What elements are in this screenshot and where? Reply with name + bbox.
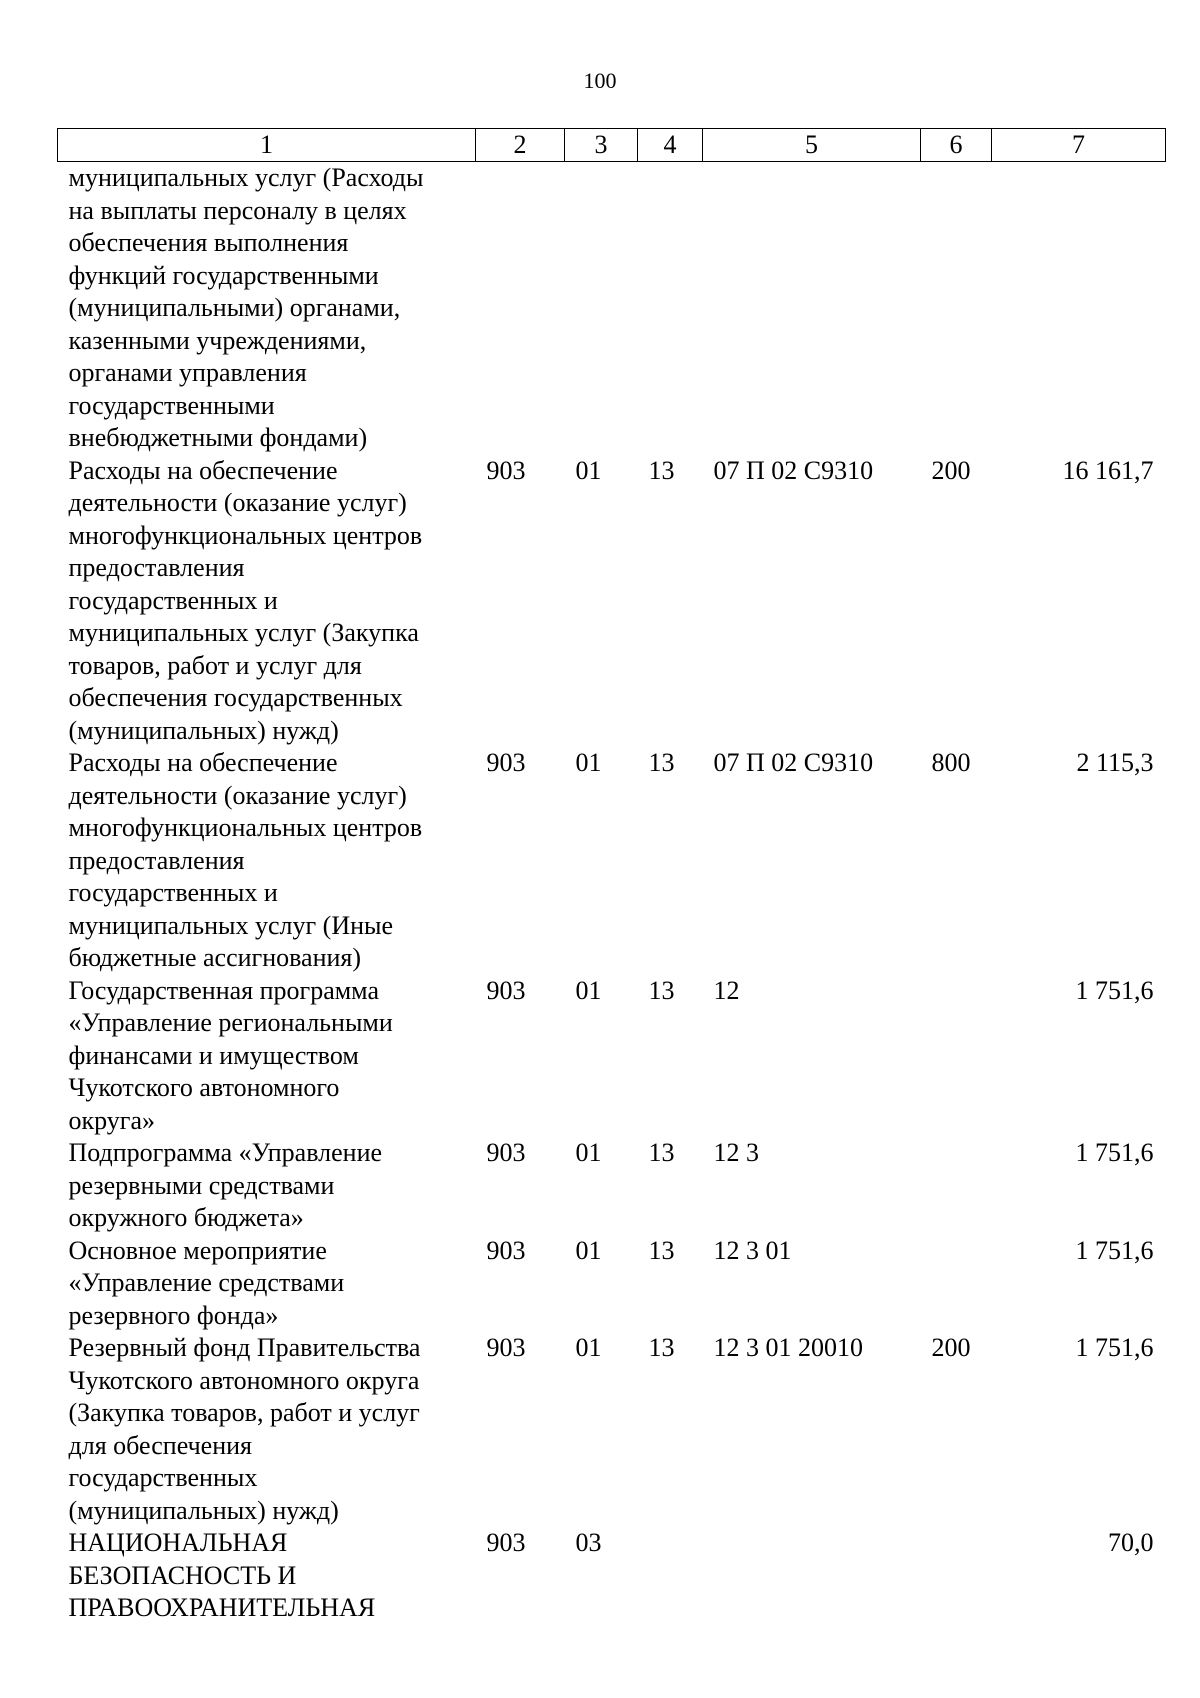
row-amount: 1 751,6 bbox=[1075, 975, 1154, 1005]
row-subsection: 13 bbox=[648, 1138, 675, 1167]
row-expense-type: 200 bbox=[931, 1333, 971, 1362]
row-expense-type: 800 bbox=[931, 748, 971, 777]
row-expense-type bbox=[921, 1527, 992, 1625]
header-col-5: 5 bbox=[703, 129, 921, 162]
row-subsection: 13 bbox=[648, 975, 675, 1005]
row-amount: 2 115,3 bbox=[1076, 748, 1154, 777]
row-expense-type bbox=[921, 162, 992, 455]
row-ministry: 903 bbox=[486, 1235, 526, 1265]
row-expense-type bbox=[921, 1137, 992, 1235]
header-col-6: 6 bbox=[921, 129, 992, 162]
header-col-3: 3 bbox=[565, 129, 638, 162]
header-col-4: 4 bbox=[638, 129, 703, 162]
row-subsection: 13 bbox=[648, 455, 675, 485]
table-body bbox=[58, 162, 1166, 1625]
row-expense-type bbox=[921, 975, 992, 1138]
row-subsection bbox=[638, 1527, 703, 1625]
row-subsection bbox=[638, 162, 703, 455]
row-section: 01 bbox=[575, 455, 602, 485]
row-ministry: 903 bbox=[486, 975, 526, 1005]
row-section: 01 bbox=[575, 748, 602, 777]
page-number: 100 bbox=[583, 68, 617, 93]
row-ministry bbox=[476, 162, 565, 455]
row-subsection: 13 bbox=[648, 748, 675, 777]
row-target: 12 bbox=[713, 975, 740, 1005]
row-ministry: 903 bbox=[486, 455, 526, 485]
table-row bbox=[58, 747, 1166, 975]
row-ministry: 903 bbox=[486, 1138, 526, 1167]
table-row bbox=[58, 975, 1166, 1138]
row-name: муниципальных услуг (Расходы на выплаты персоналу в целях обеспечения выполнения функций государственными (муниципальными) органами, казенными учреждениями, органами управления государственными внебюджетными фондами) bbox=[68, 163, 424, 452]
table-row bbox=[58, 1332, 1166, 1527]
table-header bbox=[58, 129, 1166, 162]
table-row bbox=[58, 162, 1166, 455]
row-target: 12 3 01 20010 bbox=[713, 1333, 863, 1362]
row-section: 01 bbox=[575, 975, 602, 1005]
row-target: 07 П 02 С9310 bbox=[713, 748, 874, 777]
table-row bbox=[58, 1235, 1166, 1333]
row-name: Подпрограмма «Управление резервными средствами окружного бюджета» bbox=[68, 1138, 383, 1232]
row-name: Государственная программа «Управление региональными финансами и имуществом Чукотского автономного округа» bbox=[68, 975, 393, 1135]
row-amount: 16 161,7 bbox=[1062, 455, 1154, 485]
header-col-7: 7 bbox=[992, 129, 1166, 162]
row-section: 03 bbox=[575, 1528, 602, 1557]
row-section bbox=[565, 162, 638, 455]
row-target bbox=[703, 1527, 921, 1625]
row-name: Резервный фонд Правительства Чукотского автономного округа (Закупка товаров, работ и услуг для обеспечения государственных (муниципальных) нужд) bbox=[68, 1333, 421, 1525]
row-ministry: 903 bbox=[486, 1528, 526, 1557]
table-row bbox=[58, 1527, 1166, 1625]
table-row bbox=[58, 455, 1166, 748]
row-section: 01 bbox=[575, 1235, 602, 1265]
row-amount: 1 751,6 bbox=[1075, 1235, 1154, 1265]
row-target: 12 3 bbox=[713, 1138, 759, 1167]
row-subsection: 13 bbox=[648, 1235, 675, 1265]
row-name: Основное мероприятие «Управление средствами резервного фонда» bbox=[68, 1235, 345, 1330]
row-name: Расходы на обеспечение деятельности (оказание услуг) многофункциональных центров предоставления государственных и муниципальных услуг (Закупка товаров, работ и услуг для обеспечения государственных (муниципальных) нужд) bbox=[68, 455, 423, 745]
row-target bbox=[703, 162, 921, 455]
row-amount: 1 751,6 bbox=[1075, 1138, 1154, 1167]
row-subsection: 13 bbox=[648, 1333, 675, 1362]
row-amount: 70,0 bbox=[1108, 1528, 1154, 1557]
header-col-1: 1 bbox=[58, 129, 476, 162]
row-target: 07 П 02 С9310 bbox=[713, 455, 874, 485]
row-amount bbox=[992, 162, 1166, 455]
row-target: 12 3 01 bbox=[713, 1235, 792, 1265]
row-ministry: 903 bbox=[486, 1333, 526, 1362]
row-expense-type bbox=[921, 1235, 992, 1333]
header-row bbox=[58, 129, 1166, 162]
row-expense-type: 200 bbox=[931, 455, 971, 485]
table-row bbox=[58, 1137, 1166, 1235]
budget-table bbox=[57, 128, 1166, 1625]
row-name: НАЦИОНАЛЬНАЯ БЕЗОПАСНОСТЬ И ПРАВООХРАНИТЕЛЬНАЯ bbox=[68, 1528, 376, 1622]
header-col-2: 2 bbox=[476, 129, 565, 162]
row-name: Расходы на обеспечение деятельности (оказание услуг) многофункциональных центров предоставления государственных и муниципальных услуг (Иные бюджетные ассигнования) bbox=[68, 748, 423, 972]
row-section: 01 bbox=[575, 1138, 602, 1167]
row-amount: 1 751,6 bbox=[1075, 1333, 1154, 1362]
row-ministry: 903 bbox=[486, 748, 526, 777]
row-section: 01 bbox=[575, 1333, 602, 1362]
